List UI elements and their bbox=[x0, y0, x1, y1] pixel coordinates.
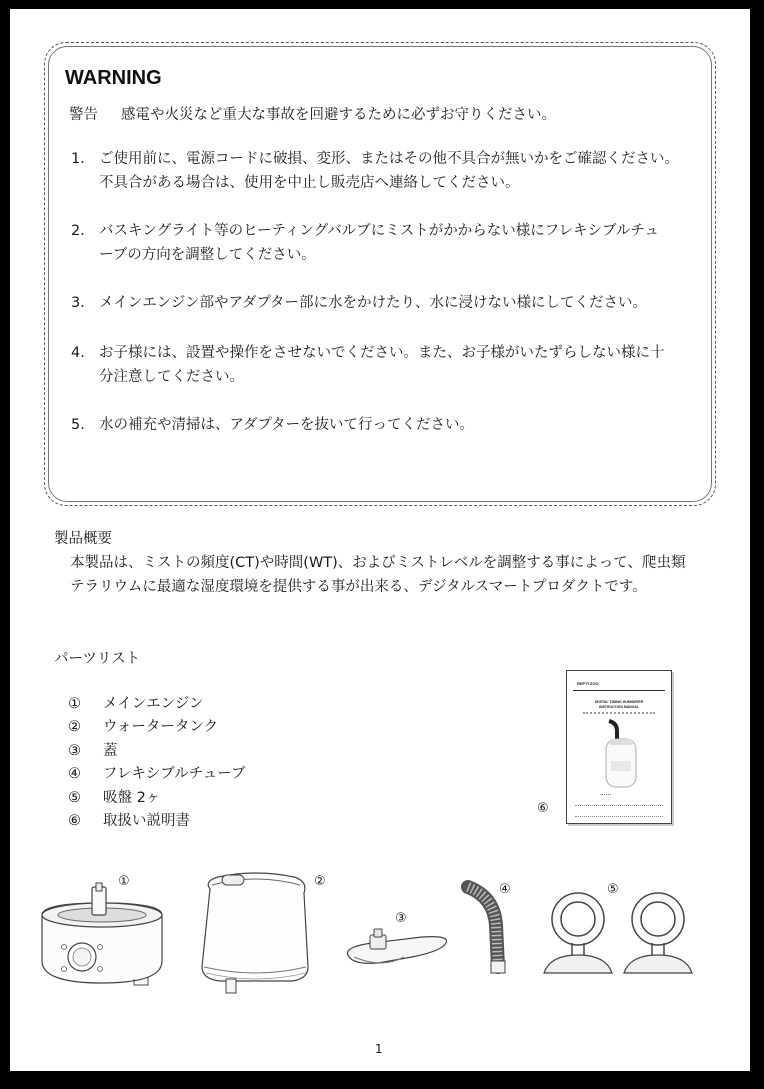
warning-tag: 警告 bbox=[69, 107, 98, 123]
warning-item bbox=[71, 341, 711, 389]
parts-list bbox=[68, 693, 246, 833]
warning-item-number: 2. bbox=[71, 223, 85, 239]
warning-item-text: お子様には、設置や操作をさせないでください。また、お子様がいたずらしない様に十 bbox=[99, 345, 665, 361]
warning-item-number: 4. bbox=[71, 345, 85, 361]
warning-title: WARNING bbox=[65, 67, 162, 89]
warning-item-text-cont: ーブの方向を調整してください。 bbox=[99, 247, 316, 263]
page-number: 1 bbox=[375, 1042, 383, 1056]
callout-number: ⑤ bbox=[607, 882, 619, 897]
part-item bbox=[68, 693, 246, 716]
manual-page bbox=[10, 9, 750, 1071]
part-item bbox=[68, 787, 246, 810]
part-number: ④ bbox=[68, 766, 81, 783]
part-item bbox=[68, 763, 246, 786]
warning-item-text: 水の補充や清掃は、アダプターを抜いて行ってください。 bbox=[99, 417, 474, 433]
warning-item bbox=[71, 291, 711, 315]
warning-item bbox=[71, 413, 711, 437]
part-label: 蓋 bbox=[103, 742, 118, 759]
warning-item-text: ご使用前に、電源コードに破損、変形、またはその他不具合が無いかをご確認ください。 bbox=[99, 151, 679, 167]
part-number: ⑥ bbox=[68, 812, 81, 829]
warning-box bbox=[44, 42, 716, 506]
overview-line: テラリウムに最適な湿度環境を提供する事が出来る、デジタルスマートプロダクトです。 bbox=[70, 579, 647, 595]
callout-number: ④ bbox=[499, 882, 511, 897]
warning-item-text-cont: 分注意してください。 bbox=[99, 369, 244, 385]
warning-item-number: 3. bbox=[71, 295, 85, 311]
warning-item bbox=[71, 147, 711, 195]
part-label: 取扱い説明書 bbox=[103, 812, 190, 829]
warning-heading bbox=[69, 103, 556, 124]
manual-brand: REPTI ZOO bbox=[577, 681, 599, 686]
lid-illustration bbox=[342, 927, 452, 977]
warning-item-number: 1. bbox=[71, 151, 85, 167]
part-item bbox=[68, 810, 246, 833]
water-tank-illustration bbox=[196, 867, 316, 997]
suction-cup-illustration bbox=[618, 885, 698, 980]
main-engine-illustration bbox=[38, 875, 168, 990]
part-label: フレキシブルチューブ bbox=[103, 766, 246, 783]
suction-cup-illustration bbox=[538, 885, 618, 980]
warning-item-text: バスキングライト等のヒーティングバルブにミストがかからない様にフレキシブルチュ bbox=[99, 223, 659, 239]
warning-heading-text: 感電や火災など重大な事故を回避するために必ずお守りください。 bbox=[121, 107, 556, 123]
part-number: ① bbox=[68, 696, 81, 712]
warning-item-text-cont: 不具合がある場合は、使用を中止し販売店へ連絡してください。 bbox=[99, 175, 520, 191]
parts-list-title: パーツリスト bbox=[54, 651, 141, 667]
part-number: ③ bbox=[68, 742, 81, 759]
overview-line: 本製品は、ミストの頻度(CT)や時間(WT)、およびミストレベルを調整する事によって、爬虫類 bbox=[70, 555, 686, 571]
part-label: ウォータータンク bbox=[103, 719, 219, 736]
callout-number: ① bbox=[118, 874, 130, 889]
part-number: ② bbox=[68, 719, 81, 736]
manual-subtitle: INSTRUCTION MANUAL bbox=[598, 705, 640, 709]
warning-item-number: 5. bbox=[71, 417, 85, 433]
callout-number: ③ bbox=[395, 911, 407, 926]
part-item bbox=[68, 716, 246, 739]
overview-body bbox=[70, 551, 730, 599]
overview-title: 製品概要 bbox=[54, 531, 112, 547]
part-label: メインエンジン bbox=[103, 696, 204, 712]
instruction-manual-thumbnail bbox=[566, 670, 672, 824]
part-number: ⑤ bbox=[68, 789, 81, 806]
manual-title: DIGITAL TIMING HUMIDIFIER bbox=[594, 700, 644, 704]
part-item bbox=[68, 740, 246, 763]
warning-list bbox=[71, 147, 711, 437]
callout-number: ② bbox=[314, 874, 326, 889]
part-label: 吸盤 2ヶ bbox=[103, 789, 161, 806]
warning-item-text: メインエンジン部やアダプター部に水をかけたり、水に浸けない様にしてください。 bbox=[99, 295, 647, 311]
warning-item bbox=[71, 219, 711, 267]
callout-number: ⑥ bbox=[537, 801, 549, 816]
manual-humidifier-illustration bbox=[599, 719, 643, 791]
